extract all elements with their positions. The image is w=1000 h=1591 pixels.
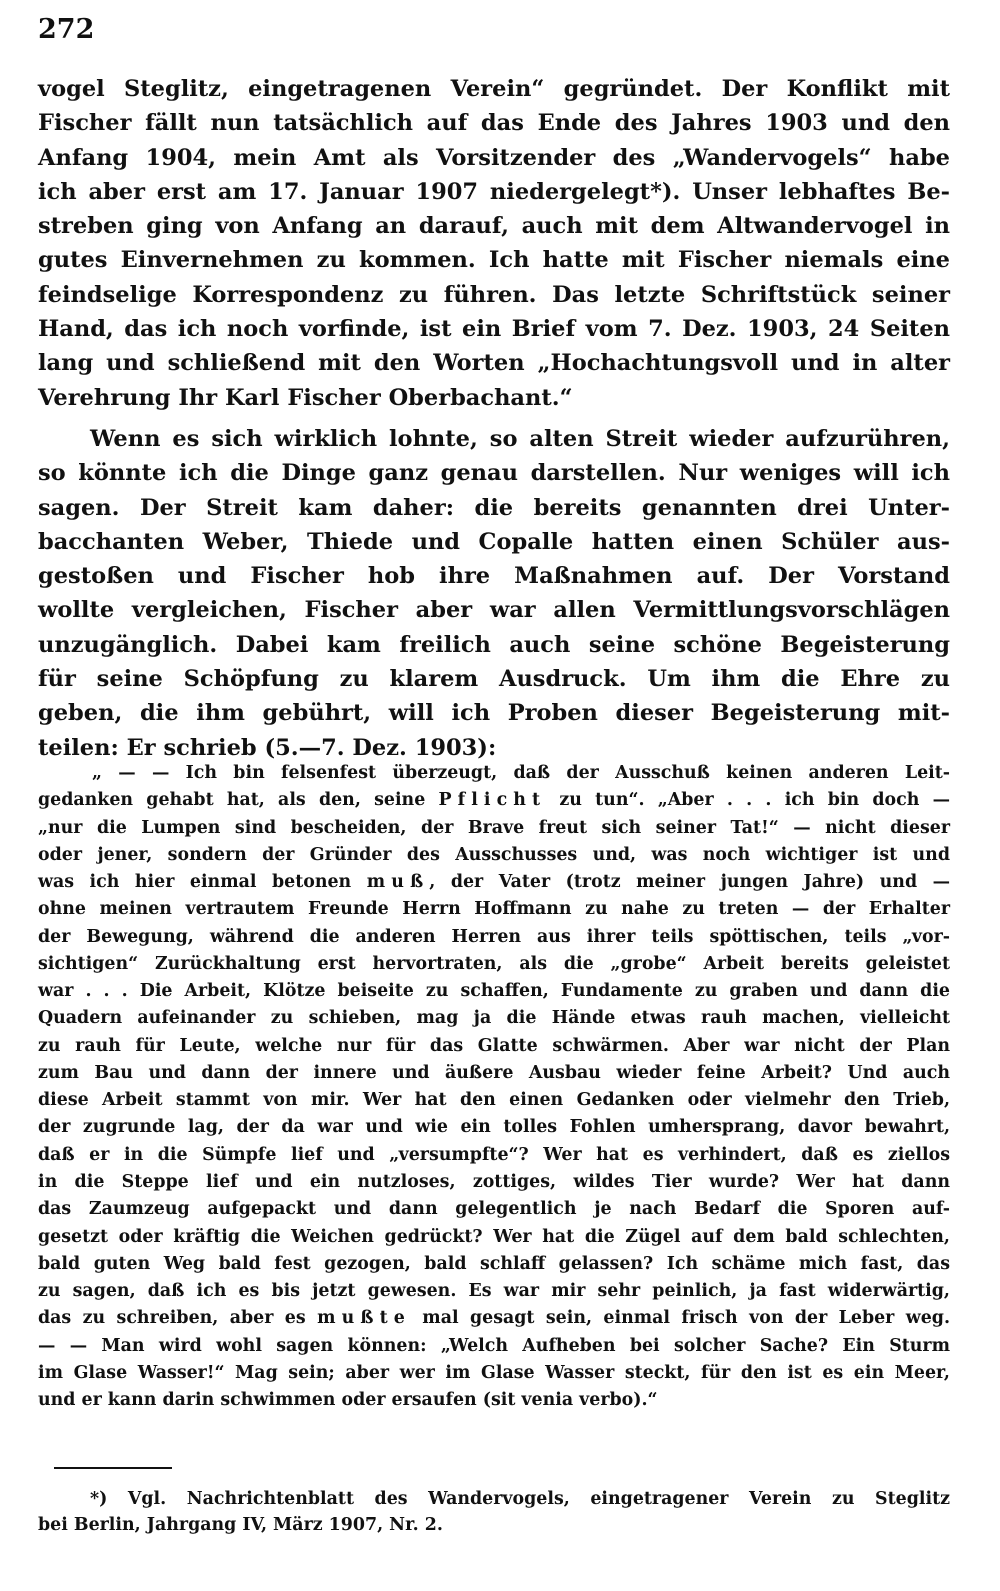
page-number: 272: [38, 14, 95, 45]
text-line: so könnte ich die Dinge ganz genau darstellen. Nur weniges will ich: [38, 460, 950, 487]
spaced-emphasis: muß: [366, 872, 430, 893]
quote-line: im Glase Wasser!“ Mag sein; aber wer im Glase Wasser steckt, für den ist es ein Meer,: [38, 1362, 950, 1383]
footnote-divider: [54, 1467, 172, 1469]
quote-line: zu rauh für Leute, welche nur für das Glatte schwärmen. Aber war nicht der Plan: [38, 1035, 950, 1056]
quote-line: [38, 1305, 950, 1332]
quote-line: [38, 787, 950, 814]
text-line: geben, die ihm gebührt, will ich Proben dieser Begeisterung mit-: [38, 700, 950, 727]
text-line: Hand, das ich noch vorfinde, ist ein Brief vom 7. Dez. 1903, 24 Seiten: [38, 316, 950, 343]
quote-text: das zu schreiben, aber es: [38, 1308, 318, 1329]
main-text-body: [38, 72, 950, 765]
quote-line: bald guten Weg bald fest gezogen, bald schlaff gelassen? Ich schäme mich fast, das: [38, 1253, 950, 1274]
quote-line: — — Man wird wohl sagen können: „Welch Aufheben bei solcher Sache? Ein Sturm: [38, 1335, 950, 1356]
quote-text: was ich hier einmal betonen: [38, 872, 367, 893]
quote-line: das Zaumzeug aufgepackt und dann gelegentlich je nach Bedarf die Sporen auf-: [38, 1199, 950, 1220]
quote-line: [38, 869, 950, 896]
paragraph-1: [38, 72, 950, 415]
text-line: für seine Schöpfung zu klarem Ausdruck. Um ihm die Ehre zu: [38, 666, 950, 693]
text-line: unzugänglich. Dabei kam freilich auch seine schöne Begeisterung: [38, 631, 950, 658]
quote-line: sichtigen“ Zurückhaltung erst hervortraten, als die „grobe“ Arbeit bereits geleistet: [38, 953, 950, 974]
quote-line: gesetzt oder kräftig die Weichen gedrückt? Wer hat die Zügel auf dem bald schlechten,: [38, 1226, 950, 1247]
quote-text: zu tun“. „Aber . . . ich bin doch —: [546, 790, 951, 811]
quote-line: diese Arbeit stammt von mir. Wer hat den einen Gedanken oder vielmehr den Trieb,: [38, 1090, 950, 1111]
quote-line: Quadern aufeinander zu schieben, mag ja die Hände etwas rauh machen, vielleicht: [38, 1008, 950, 1029]
text-line: bacchanten Weber, Thiede und Copalle hatten einen Schüler aus-: [38, 528, 950, 555]
text-line: feindselige Korrespondenz zu führen. Das letzte Schriftstück seiner: [38, 281, 950, 308]
text-line: Verehrung Ihr Karl Fischer Oberbachant.“: [38, 384, 573, 411]
text-line: sagen. Der Streit kam daher: die bereits genannten drei Unter-: [38, 494, 950, 521]
quote-text: , der Vater (trotz meiner jungen Jahre) und —: [429, 872, 951, 893]
spaced-emphasis: mußte: [317, 1308, 411, 1329]
quote-line: ohne meinen vertrautem Freunde Herrn Hoffmann zu nahe zu treten — der Erhalter: [38, 899, 950, 920]
quote-line: und er kann darin schwimmen oder ersaufen (sit venia verbo).“: [38, 1390, 658, 1411]
quote-line: „nur die Lumpen sind bescheiden, der Brave freut sich seiner Tat!“ — nicht dieser: [38, 817, 950, 838]
quote-line: der zugrunde lag, der da war und wie ein tolles Fohlen umhersprang, davor bewahrt,: [38, 1117, 950, 1138]
quote-line: der Bewegung, während die anderen Herren aus ihrer teils spöttischen, teils „vor-: [38, 926, 950, 947]
footnote-line: bei Berlin, Jahrgang IV, März 1907, Nr. 2.: [38, 1515, 443, 1535]
quote-text: gedanken gehabt hat, als den, seine: [38, 790, 439, 811]
quote-line: zu sagen, daß ich es bis jetzt gewesen. Es war mir sehr peinlich, ja fast widerwärtig,: [38, 1281, 950, 1302]
text-line: wollte vergleichen, Fischer aber war allen Vermittlungsvorschlägen: [38, 597, 950, 624]
quote-text: mal gesagt sein, einmal frisch von der Leber weg.: [410, 1308, 950, 1329]
text-line: Anfang 1904, mein Amt als Vorsitzender des „Wandervogels“ habe: [38, 144, 950, 171]
text-line: lang und schließend mit den Worten „Hochachtungsvoll und in alter: [38, 350, 950, 377]
text-line: gutes Einvernehmen zu kommen. Ich hatte mit Fischer niemals eine: [38, 247, 950, 274]
text-line: gestoßen und Fischer hob ihre Maßnahmen auf. Der Vorstand: [38, 563, 950, 590]
text-line: streben ging von Anfang an darauf, auch mit dem Altwandervogel in: [38, 213, 950, 240]
text-line: vogel Steglitz, eingetragenen Verein“ gegründet. Der Konflikt mit: [38, 76, 950, 102]
quote-line: daß er in die Sümpfe lief und „versumpfte“? Wer hat es verhindert, daß es ziellos: [38, 1144, 950, 1165]
spaced-emphasis: Pflicht: [438, 790, 547, 811]
block-quote: [38, 760, 950, 1414]
text-line: Fischer fällt nun tatsächlich auf das Ende des Jahres 1903 und den: [38, 110, 950, 137]
quote-line: zum Bau und dann der innere und äußere Ausbau wieder feine Arbeit? Und auch: [38, 1062, 950, 1083]
footnote-line: *) Vgl. Nachrichtenblatt des Wandervogels, eingetragener Verein zu Steglitz: [90, 1489, 950, 1509]
quote-line: in die Steppe lief und ein nutzloses, zottiges, wildes Tier wurde? Wer hat dann: [38, 1171, 950, 1192]
text-line: teilen: Er schrieb (5.—7. Dez. 1903):: [38, 734, 497, 761]
footnote: [38, 1486, 950, 1538]
paragraph-2: [38, 422, 950, 765]
quote-line: „ — — Ich bin felsenfest überzeugt, daß der Ausschuß keinen anderen Leit-: [92, 763, 950, 783]
text-line: Wenn es sich wirklich lohnte, so alten Streit wieder aufzurühren,: [90, 425, 950, 452]
quote-line: war . . . Die Arbeit, Klötze beiseite zu schaffen, Fundamente zu graben und dann die: [38, 981, 950, 1002]
text-line: ich aber erst am 17. Januar 1907 niedergelegt*). Unser lebhaftes Be-: [38, 178, 950, 205]
quote-line: oder jener, sondern der Gründer des Ausschusses und, was noch wichtiger ist und: [38, 844, 950, 865]
